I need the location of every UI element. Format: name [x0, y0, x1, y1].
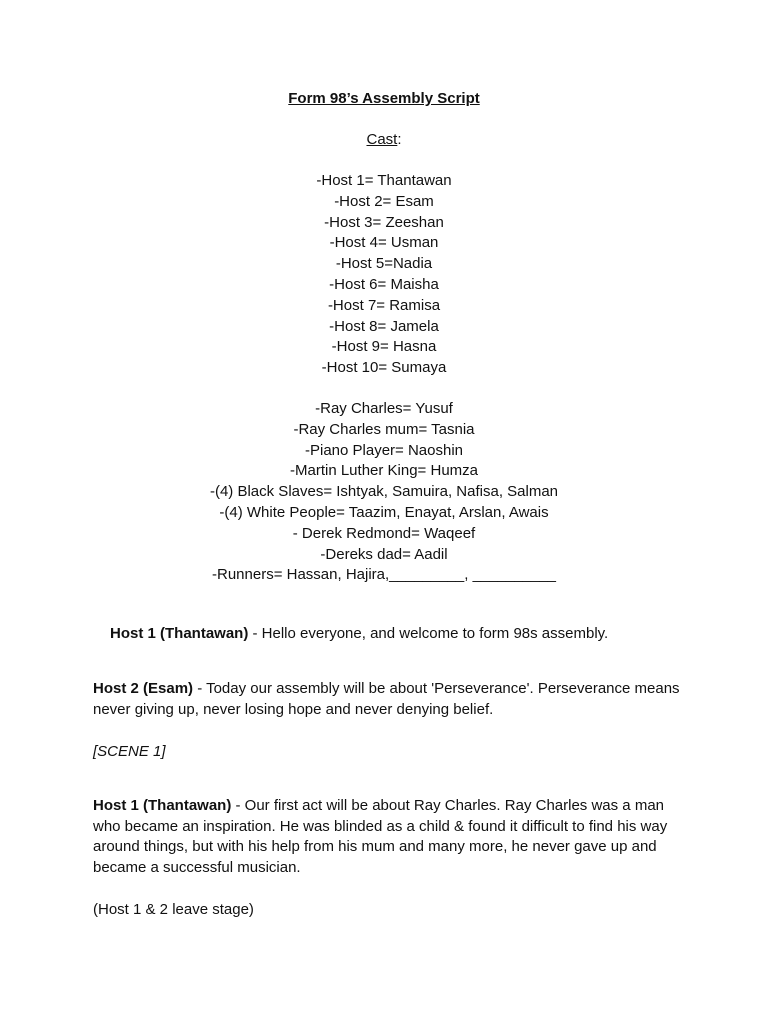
line-text: - Hello everyone, and welcome to form 98s assembly. [248, 625, 609, 642]
stage-direction [93, 900, 683, 921]
cast-heading [0, 130, 768, 150]
role-entry: -(4) White People= Taazim, Enayat, Arslan, Awais [219, 503, 549, 521]
role-entry: - Derek Redmond= Waqeef [292, 524, 476, 542]
role-entry: -Dereks dad= Aadil [320, 545, 448, 563]
host-entry: -Host 9= Hasna [331, 338, 437, 356]
script-line-host2-intro [93, 679, 683, 720]
host-entry: -Host 10= Sumaya [321, 359, 447, 377]
host-entry: -Host 6= Maisha [329, 275, 439, 293]
role-entry: -Ray Charles= Yusuf [315, 400, 453, 417]
speaker-label: Host 1 (Thantawan) [93, 797, 232, 814]
host-entry: -Host 8= Jamela [329, 317, 439, 335]
line-text: - Today our assembly will be about 'Perseverance'. Perseverance means never giving up, never losing hope and never denying belief. [93, 680, 680, 718]
host-entry: -Host 3= Zeeshan [324, 213, 444, 231]
role-entry: -Ray Charles mum= Tasnia [293, 420, 475, 438]
role-entry: -Piano Player= Naoshin [304, 441, 463, 459]
role-entry: -(4) Black Slaves= Ishtyak, Samuira, Nafisa, Salman [209, 483, 559, 501]
host-entry: -Host 5=Nadia [335, 255, 433, 273]
document-title: Form 98’s Assembly Script [288, 90, 480, 107]
host-entry: -Host 4= Usman [329, 234, 439, 252]
speaker-label: Host 2 (Esam) [93, 680, 194, 697]
role-list [0, 399, 768, 586]
host-list [0, 171, 768, 379]
role-entry: -Martin Luther King= Humza [290, 462, 478, 480]
cast-heading-label: Cast [366, 131, 398, 148]
host-entry: -Host 7= Ramisa [327, 296, 441, 314]
host-entry: -Host 2= Esam [334, 192, 434, 210]
line-text: - Our first act will be about Ray Charles. Ray Charles was a man who became an inspiration. He was blinded as a child & found it difficult to find his way around things, but with his help from his mum and many more, he never gave up and became a successful musician. [93, 797, 668, 876]
scene-text: [SCENE 1] [93, 743, 166, 760]
cast-heading-colon: : [397, 131, 402, 148]
speaker-label: Host 1 (Thantawan) [110, 625, 249, 642]
host-entry: -Host 1= Thantawan [316, 172, 452, 189]
scene-marker [93, 742, 683, 763]
script-line-host1-ray-charles [93, 796, 683, 878]
stage-direction-text: (Host 1 & 2 leave stage) [93, 901, 254, 918]
script-line-host1-welcome [110, 624, 680, 645]
role-entry: -Runners= Hassan, Hajira,_________, __________ [212, 566, 556, 584]
